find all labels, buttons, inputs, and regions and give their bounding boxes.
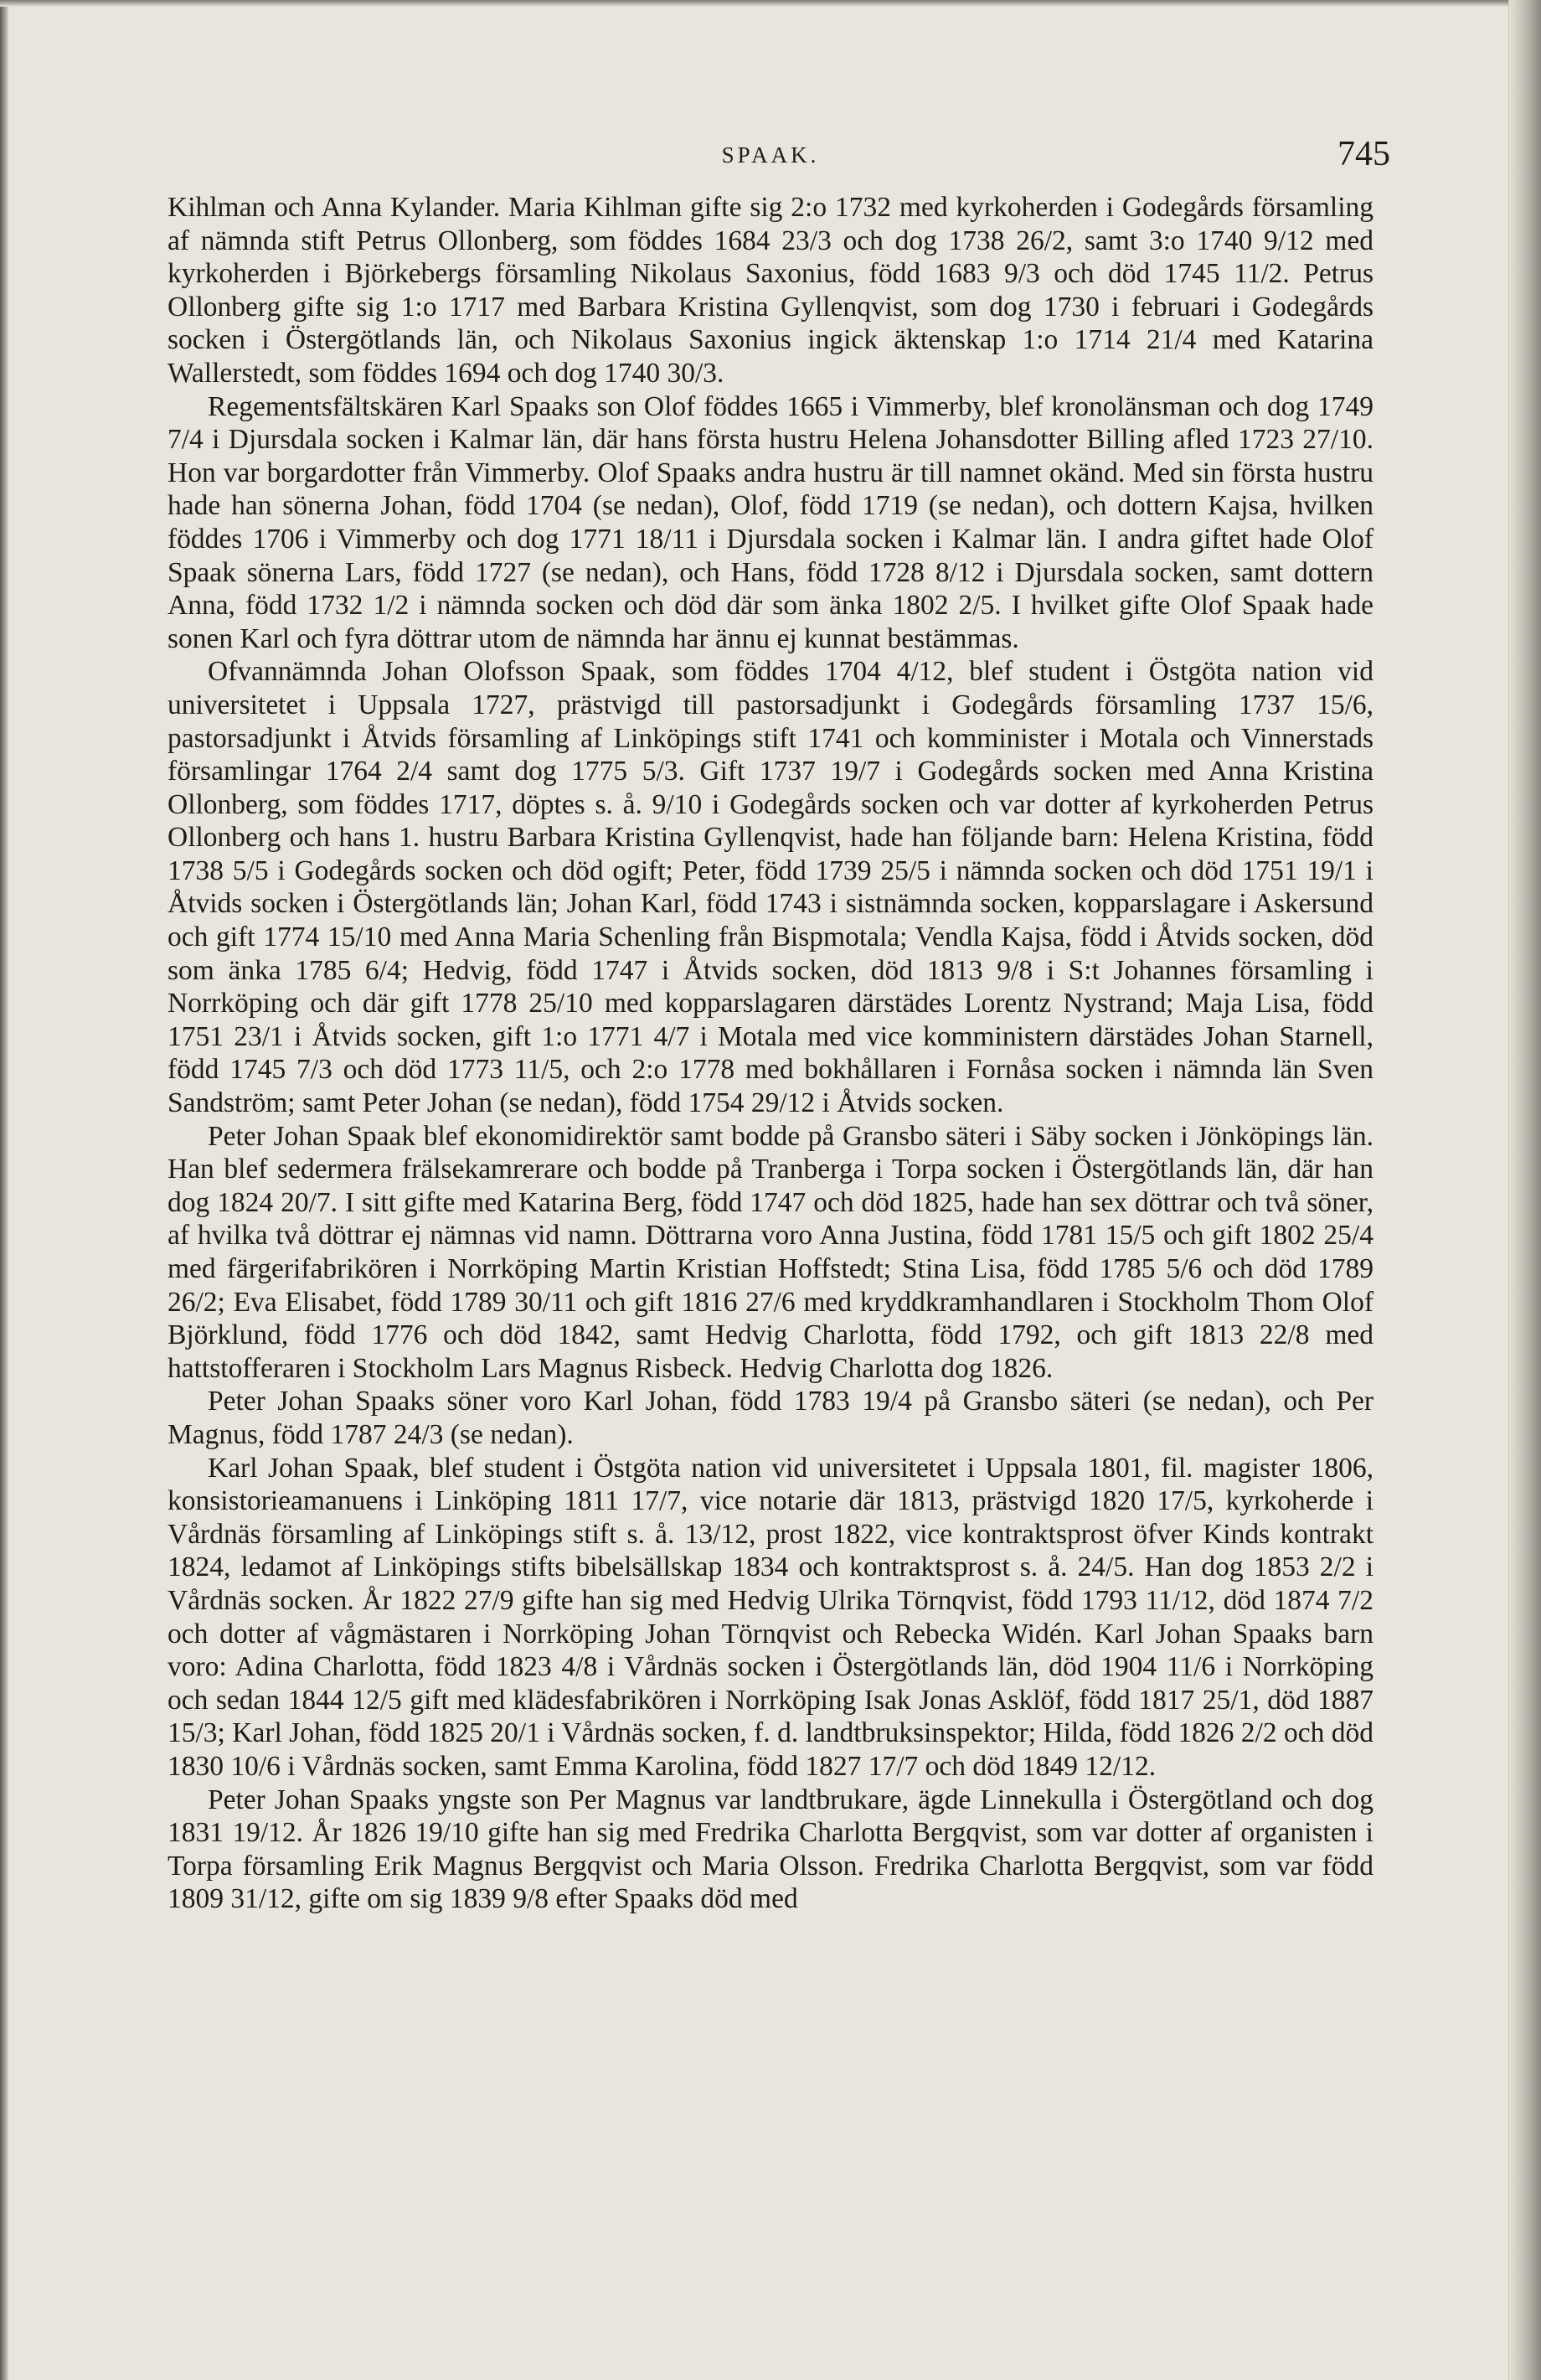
paragraph-2: Regementsfältskären Karl Spaaks son Olof föddes 1665 i Vimmerby, blef kronolänsman och dog 1749 7/4 i Djursdala socken i Kalmar län, där hans första hustru Helena Johansdotter Billing afled 1723 27/10. Hon var borgardotter från Vimmerby. Olof Spaaks andra hustru är till namnet okänd. Med sin första hustru hade han sönerna Johan, född 1704 (se nedan), Olof, född 1719 (se nedan), och dottern Kajsa, hvilken föddes 1706 i Vimmerby och dog 1771 18/11 i Djursdala socken i Kalmar län. I andra giftet hade Olof Spaak sönerna Lars, född 1727 (se nedan), och Hans, född 1728 8/12 i Djursdala socken, samt dottern Anna, född 1732 1/2 i nämnda socken och död där som änka 1802 2/5. I hvilket gifte Olof Spaak hade sonen Karl och fyra döttrar utom de nämnda har ännu ej kunnat bestämmas.	[168, 390, 1374, 654]
scan-edge-top	[0, 0, 1541, 7]
paragraph-4: Peter Johan Spaak blef ekonomidirektör samt bodde på Gransbo säteri i Säby socken i Jönköpings län. Han blef sedermera frälsekamrerare och bodde på Tranberga i Torpa socken i Östergötlands län, där han dog 1824 20/7. I sitt gifte med Katarina Berg, född 1747 och död 1825, hade han sex döttrar och två söner, af hvilka två döttrar ej nämnas vid namn. Döttrarna voro Anna Justina, född 1781 15/5 och gift 1802 25/4 med färgerifabrikören i Norrköping Martin Kristian Hoffstedt; Stina Lisa, född 1785 5/6 och död 1789 26/2; Eva Elisabet, född 1789 30/11 och gift 1816 27/6 med kryddkramhandlaren i Stockholm Thom Olof Björklund, född 1776 och död 1842, samt Hedvig Charlotta, född 1792, och gift 1813 22/8 med hattstofferaren i Stockholm Lars Magnus Risbeck. Hedvig Charlotta dog 1826.	[168, 1120, 1374, 1384]
running-title: SPAAK.	[721, 142, 820, 168]
paragraph-6: Karl Johan Spaak, blef student i Östgöta nation vid universitetet i Uppsala 1801, fil. magister 1806, konsistorieamanuens i Linköping 1811 17/7, vice notarie där 1813, prästvigd 1820 17/5, kyrkoherde i Vårdnäs församling af Linköpings stift s. å. 13/12, prost 1822, vice kontraktsprost öfver Kinds kontrakt 1824, ledamot af Linköpings stifts bibelsällskap 1834 och kontraktsprost s. å. 24/5. Han dog 1853 2/2 i Vårdnäs socken. År 1822 27/9 gifte han sig med Hedvig Ulrika Törnqvist, född 1793 11/12, död 1874 7/2 och dotter af vågmästaren i Norrköping Johan Törnqvist och Rebecka Widén. Karl Johan Spaaks barn voro: Adina Charlotta, född 1823 4/8 i Vårdnäs socken i Östergötlands län, död 1904 11/6 i Norrköping och sedan 1844 12/5 gift med klädesfabrikören i Norrköping Isak Jonas Asklöf, född 1817 25/1, död 1887 15/3; Karl Johan, född 1825 20/1 i Vårdnäs socken, f. d. landtbruksinspektor; Hilda, född 1826 2/2 och död 1830 10/6 i Vårdnäs socken, samt Emma Karolina, född 1827 17/7 och död 1849 12/12.	[168, 1452, 1374, 1782]
running-head	[0, 134, 1541, 176]
book-fore-edge	[1508, 0, 1541, 2380]
text-body	[168, 191, 1374, 1916]
paragraph-3: Ofvannämnda Johan Olofsson Spaak, som föddes 1704 4/12, blef student i Östgöta nation vid universitetet i Uppsala 1727, prästvigd till pastorsadjunkt i Godegårds församling 1737 15/6, pastorsadjunkt i Åtvids församling af Linköpings stift 1741 och komminister i Motala och Vinnerstads församlingar 1764 2/4 samt dog 1775 5/3. Gift 1737 19/7 i Godegårds socken med Anna Kristina Ollonberg, som föddes 1717, döptes s. å. 9/10 i Godegårds socken och var dotter af kyrkoherden Petrus Ollonberg och hans 1. hustru Barbara Kristina Gyllenqvist, hade han följande barn: Helena Kristina, född 1738 5/5 i Godegårds socken och död ogift; Peter, född 1739 25/5 i nämnda socken och död 1751 19/1 i Åtvids socken i Östergötlands län; Johan Karl, född 1743 i sistnämnda socken, kopparslagare i Askersund och gift 1774 15/10 med Anna Maria Schenling från Bispmotala; Vendla Kajsa, född i Åtvids socken, död som änka 1785 6/4; Hedvig, född 1747 i Åtvids socken, död 1813 9/8 i S:t Johannes församling i Norrköping och där gift 1778 25/10 med kopparslagaren därstädes Lorentz Nystrand; Maja Lisa, född 1751 23/1 i Åtvids socken, gift 1:o 1771 4/7 i Motala med vice komministern därstädes Johan Starnell, född 1745 7/3 och död 1773 11/5, och 2:o 1778 med bokhållaren i Fornåsa socken i nämnda län Sven Sandström; samt Peter Johan (se nedan), född 1754 29/12 i Åtvids socken.	[168, 656, 1374, 1119]
paragraph-1: Kihlman och Anna Kylander. Maria Kihlman gifte sig 2:o 1732 med kyrkoherden i Godegårds församling af nämnda stift Petrus Ollonberg, som föddes 1684 23/3 och dog 1738 26/2, samt 3:o 1740 9/12 med kyrkoherden i Björkebergs församling Nikolaus Saxonius, född 1683 9/3 och död 1745 11/2. Petrus Ollonberg gifte sig 1:o 1717 med Barbara Kristina Gyllenqvist, som dog 1730 i februari i Godegårds socken i Östergötlands län, och Nikolaus Saxonius ingick äktenskap 1:o 1714 21/4 med Katarina Wallerstedt, som föddes 1694 och dog 1740 30/3.	[168, 192, 1374, 389]
paragraph-5: Peter Johan Spaaks söner voro Karl Johan, född 1783 19/4 på Gransbo säteri (se nedan), och Per Magnus, född 1787 24/3 (se nedan).	[168, 1386, 1374, 1450]
page-number: 745	[1337, 135, 1390, 173]
paragraph-7: Peter Johan Spaaks yngste son Per Magnus var landtbrukare, ägde Linnekulla i Östergötland och dog 1831 19/12. År 1826 19/10 gifte han sig med Fredrika Charlotta Bergqvist, som var dotter af organisten i Torpa församling Erik Magnus Bergqvist och Maria Olsson. Fredrika Charlotta Bergqvist, som var född 1809 31/12, gifte om sig 1839 9/8 efter Spaaks död med	[168, 1784, 1374, 1915]
scan-edge-left	[0, 0, 8, 2380]
